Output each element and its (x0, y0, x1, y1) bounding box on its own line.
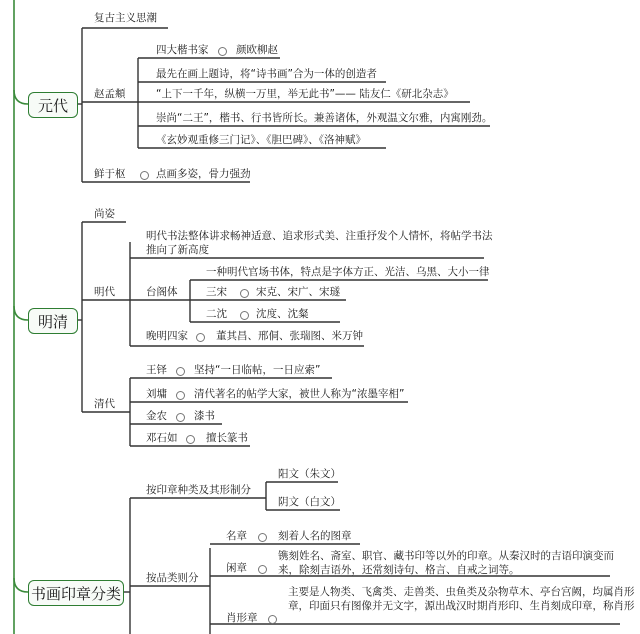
bullet-icon (268, 615, 277, 624)
xiaoxing-line-2: 章，印面只有图像并无文字，源出战汉时期肖形印、生肖刻成印章，称肖形 (288, 600, 635, 612)
bullet-icon (240, 289, 249, 298)
bullet-icon (176, 391, 185, 400)
xian-v: 点画多姿，骨力强劲 (156, 168, 251, 180)
node-yuan[interactable]: 元代 (28, 92, 78, 118)
bytype-item-2: 阴文（白文） (278, 496, 341, 508)
qing-item-1-v: 坚持“一日临帖，一日应索” (194, 364, 321, 376)
yuan-fugu: 复古主义思潮 (94, 12, 157, 24)
mingqing-shangzi: 尚姿 (94, 208, 115, 220)
mingzhang-v: 刻着人名的图章 (278, 530, 352, 542)
bullet-icon (140, 171, 149, 180)
node-mingqing[interactable]: 明清 (28, 308, 78, 334)
xiaoxing-k: 肖形章 (226, 612, 258, 624)
wanming-v: 董其昌、邢侗、张瑞图、米万钟 (216, 330, 363, 342)
bullet-icon (176, 413, 185, 422)
bullet-icon (258, 533, 267, 542)
xianzhang-k: 闲章 (226, 562, 247, 574)
xianzhang-line-1: 镌刻姓名、斋室、职官、藏书印等以外的印章。从秦汉时的吉语印演变而 (278, 550, 614, 562)
qing-item-2-v: 清代著名的帖学大家，被世人称为“浓墨宰相” (194, 388, 405, 400)
zhao-name: 赵孟頫 (94, 88, 126, 100)
ershen-k: 二沈 (206, 308, 227, 320)
ming-desc-1: 明代书法整体讲求畅神适意、追求形式美、注重抒发个人情怀，将帖学书法 (146, 230, 493, 242)
bycontent-name: 按品类则分 (146, 572, 199, 584)
bullet-icon (240, 311, 249, 320)
mingzhang-k: 名章 (226, 530, 247, 542)
xiaoxing-line-1: 主要是人物类、飞禽类、走兽类、虫鱼类及杂物草木、亭台宫阙，均属肖形 (288, 586, 635, 598)
qing-item-4-v: 擅长篆书 (206, 432, 248, 444)
bullet-icon (186, 435, 195, 444)
bullet-icon (258, 565, 267, 574)
xian-name: 鲜于枢 (94, 168, 126, 180)
bullet-icon (196, 333, 205, 342)
qing-item-3-v: 漆书 (194, 410, 215, 422)
zhao-item-3: “上下一千年，纵横一万里，举无此书”—— 陆友仁《研北杂志》 (156, 88, 454, 100)
qing-item-3-k: 金农 (146, 410, 167, 422)
sansong-k: 三宋 (206, 286, 227, 298)
tai-name: 台阁体 (146, 286, 178, 298)
bytype-name: 按印章种类及其形制分 (146, 484, 251, 496)
ming-name: 明代 (94, 286, 115, 298)
wanming-k: 晚明四家 (146, 330, 188, 342)
zhao-item-1-v: 颜欧柳赵 (236, 44, 278, 56)
qing-item-2-k: 刘墉 (146, 388, 167, 400)
zhao-item-2: 最先在画上题诗，将“诗书画”合为一体的创造者 (156, 68, 377, 80)
qing-item-1-k: 王铎 (146, 364, 167, 376)
zhao-item-4: 崇尚“二王”，楷书、行书皆所长。兼善诸体，外观温文尔雅，内寓刚劲。 (156, 112, 493, 124)
sansong-v: 宋克、宋广、宋璲 (256, 286, 340, 298)
bullet-icon (176, 367, 185, 376)
ershen-v: 沈度、沈粲 (256, 308, 309, 320)
xianzhang-line-2: 来，除刻吉语外，还常刻诗句、格言、自戒之词等。 (278, 564, 520, 576)
qing-name: 清代 (94, 398, 115, 410)
zhao-item-1-k: 四大楷书家 (156, 44, 209, 56)
ming-desc-2: 推向了新高度 (146, 244, 209, 256)
qing-item-4-k: 邓石如 (146, 432, 178, 444)
tai-desc: 一种明代官场书体，特点是字体方正、光洁、乌黑、大小一律 (206, 266, 490, 278)
bullet-icon (218, 47, 227, 56)
node-seal[interactable]: 书画印章分类 (28, 580, 124, 606)
zhao-item-5: 《玄妙观重修三门记》、《胆巴碑》、《洛神赋》 (156, 134, 366, 146)
bytype-item-1: 阳文（朱文） (278, 468, 341, 480)
